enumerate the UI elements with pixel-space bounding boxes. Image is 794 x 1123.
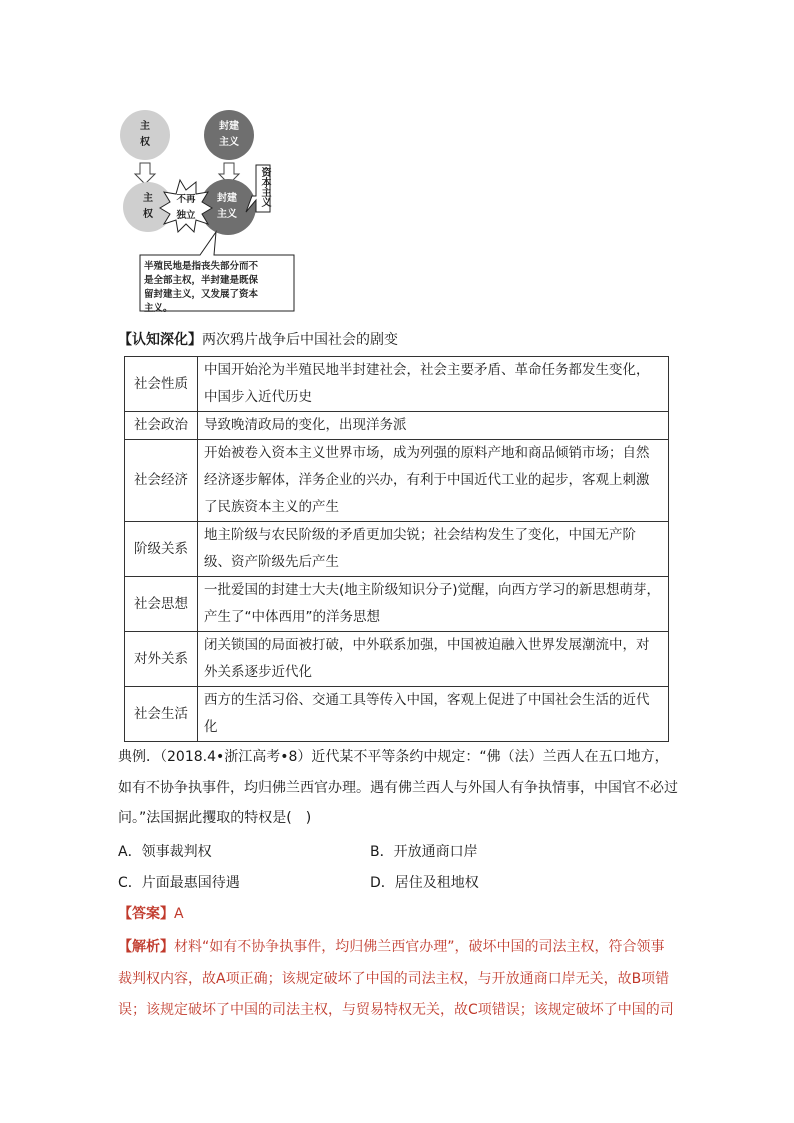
- row-value: 中国开始沦为半殖民地半封建社会，社会主要矛盾、革命任务都发生变化，中国步入近代历史: [198, 357, 669, 412]
- explanation-tag: 【解析】: [118, 939, 174, 955]
- section-tag: 【认知深化】: [118, 332, 202, 348]
- row-key: 社会思想: [125, 577, 198, 632]
- answer-value: A: [174, 906, 184, 922]
- sovereignty-label-top: 主权: [140, 121, 150, 148]
- feudalism-label-bottom: 封建主义: [217, 193, 237, 220]
- answer-line: [118, 904, 184, 924]
- row-value: 开始被卷入资本主义世界市场，成为列强的原料产地和商品倾销市场；自然经济逐步解体，洋务企业的兴办，有利于中国近代工业的起步，客观上刺激了民族资本主义的产生: [198, 440, 669, 522]
- answer-tag: 【答案】: [118, 906, 174, 922]
- row-value: 闭关锁国的局面被打破，中外联系加强，中国被迫融入世界发展潮流中，对外关系逐步近代化: [198, 632, 669, 687]
- down-arrow-left: [135, 163, 155, 184]
- social-change-table: [124, 356, 669, 742]
- table-row: [125, 412, 669, 440]
- explanation-text: 材料“如有不协争执事件，均归佛兰西官办理”，破坏中国的司法主权，符合领事裁判权内容，故A项正确；该规定破坏了中国的司法主权，与开放通商口岸无关，故B项错误；该规定破坏了中国的司法主权，与贸易特权无关，故C项错误；该规定破坏了中国的司: [118, 939, 674, 1018]
- section-heading: [118, 330, 398, 350]
- table-row: [125, 357, 669, 412]
- question-stem: 典例．（2018.4•浙江高考•8）近代某不平等条约中规定：“佛（法）兰西人在五口地方，如有不协争执事件，均归佛兰西官办理。遇有佛兰西人与外国人有争执情事，中国官不必过问。”法国据此攫取的特权是( ): [118, 749, 678, 826]
- row-value: 西方的生活习俗、交通工具等传入中国，客观上促进了中国社会生活的近代化: [198, 687, 669, 742]
- option-c: C．片面最惠国待遇: [118, 875, 240, 891]
- table-row: [125, 632, 669, 687]
- table-row: [125, 522, 669, 577]
- table-row: [125, 440, 669, 522]
- row-value: 一批爱国的封建士大夫(地主阶级知识分子)觉醒，向西方学习的新思想萌芽，产生了“中体西用”的洋务思想: [198, 577, 669, 632]
- row-value: 导致晚清政局的变化，出现洋务派: [198, 412, 669, 440]
- row-value: 地主阶级与农民阶级的矛盾更加尖锐；社会结构发生了变化，中国无产阶级、资产阶级先后产生: [198, 522, 669, 577]
- row-key: 社会政治: [125, 412, 198, 440]
- explanation: [118, 932, 678, 1027]
- section-title: 两次鸦片战争后中国社会的剧变: [202, 332, 398, 348]
- option-d: D．居住及租地权: [370, 875, 479, 891]
- row-key: 社会经济: [125, 440, 198, 522]
- option-b: B．开放通商口岸: [370, 844, 478, 860]
- table-row: [125, 687, 669, 742]
- semi-colonial-callout: 半殖民地是指丧失部分而不是全部主权，半封建是既保留封建主义，又发展了资本主义。: [144, 261, 259, 314]
- sovereignty-label-bottom: 主权: [143, 193, 153, 220]
- row-key: 社会性质: [125, 357, 198, 412]
- not-independent-label: 不再独立: [176, 194, 196, 221]
- row-key: 对外关系: [125, 632, 198, 687]
- sovereignty-feudalism-diagram: [118, 108, 300, 316]
- feudalism-label-top: 封建主义: [219, 121, 239, 148]
- row-key: 社会生活: [125, 687, 198, 742]
- table-row: [125, 577, 669, 632]
- capitalism-label: 资本主义: [259, 167, 270, 207]
- option-a: A．领事裁判权: [118, 844, 212, 860]
- row-key: 阶级关系: [125, 522, 198, 577]
